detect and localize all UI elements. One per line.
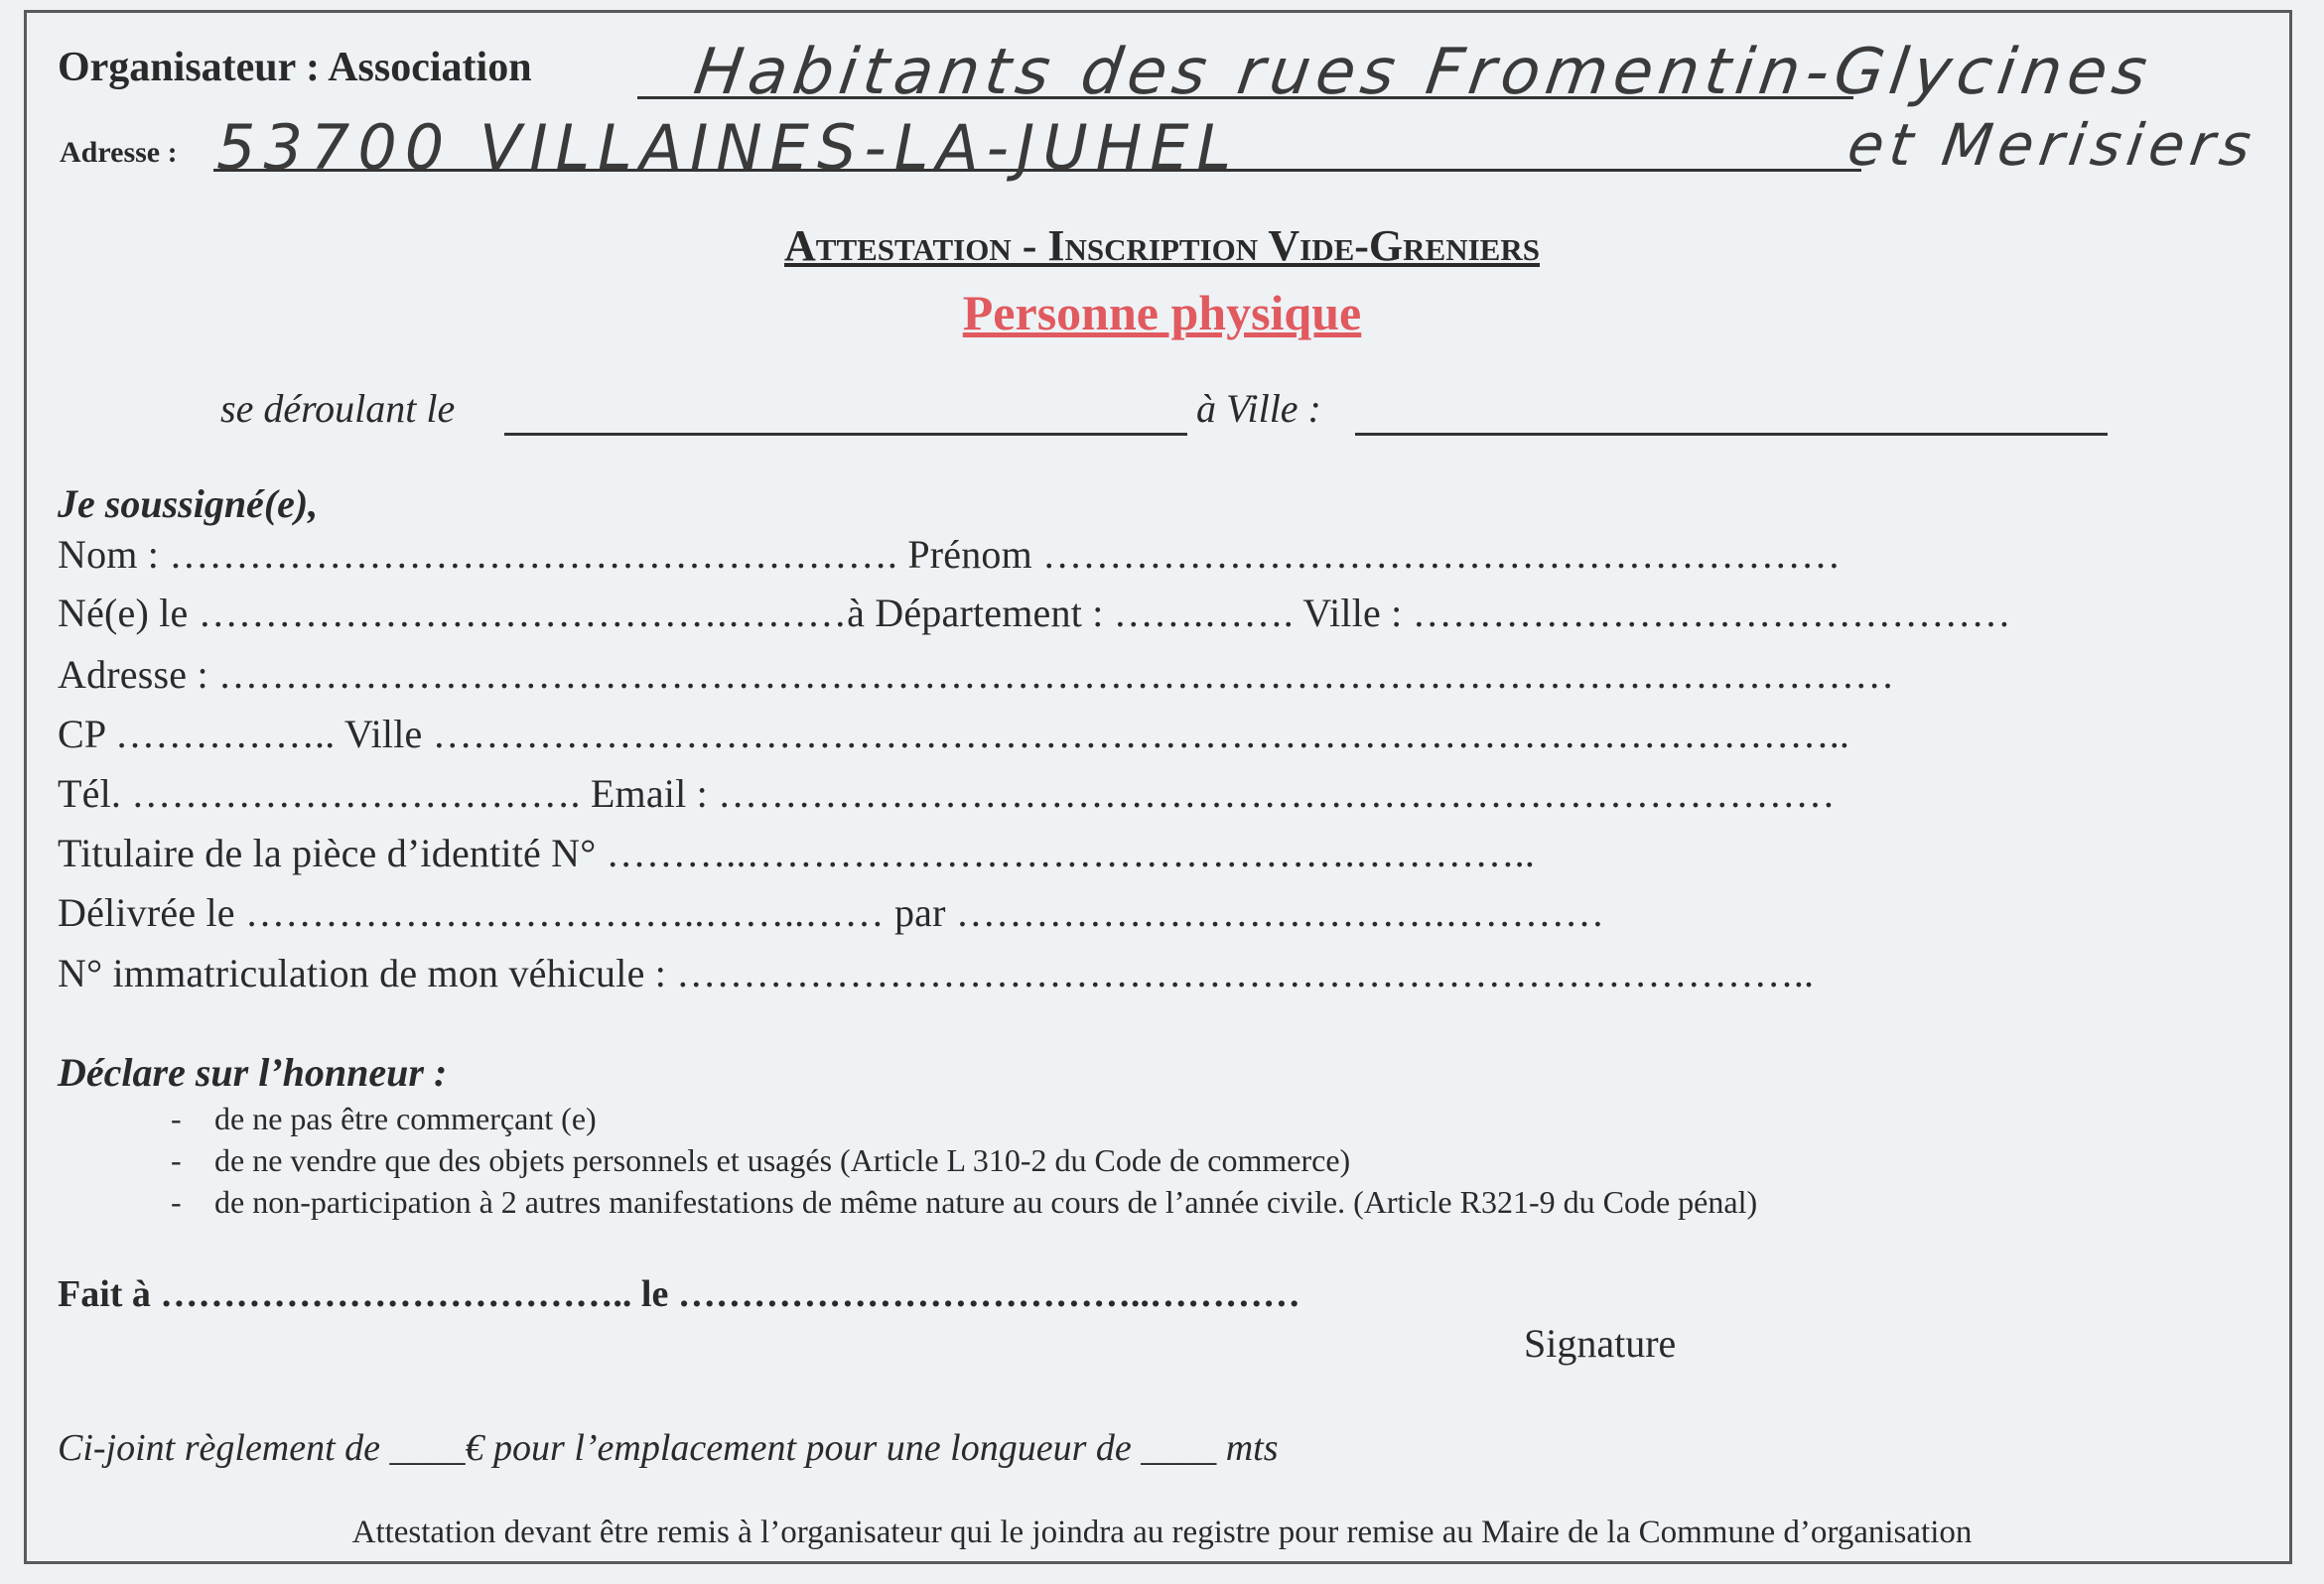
bullet-marker: - — [171, 1101, 182, 1136]
phone-email-field[interactable]: Tél. ……………………………. Email : ………………………………………………………………………… — [58, 771, 1836, 816]
vehicle-registration-field[interactable]: N° immatriculation de mon véhicule : ………………………………………………………………………….. — [58, 951, 1815, 995]
payment-line[interactable]: Ci-joint règlement de ____€ pour l’emplacement pour une longueur de ____ mts — [58, 1427, 1279, 1469]
birth-field[interactable]: Né(e) le ………………………………….………à Département : …….……. Ville : ……………………………………… — [58, 591, 2011, 635]
postcode-city-field[interactable]: CP …………….. Ville …………………………………………………………………………………………….. — [58, 712, 1850, 756]
address-field[interactable]: Adresse : ……………………………………………………………………………………………………………… — [58, 652, 1895, 697]
organizer-handwritten-line-2: et Merisiers — [1844, 111, 2261, 179]
event-date-field[interactable] — [504, 433, 1187, 436]
organizer-label: Organisateur : Association — [58, 45, 532, 90]
declaration-heading: Déclare sur l’honneur : — [58, 1050, 448, 1095]
event-city-field[interactable] — [1355, 433, 2108, 436]
name-firstname-field[interactable]: Nom : ………………………………………………. Prénom …………………………………………………… — [58, 532, 1842, 577]
address-handwritten: 53700 VILLAINES-LA-JUHEL — [216, 111, 1240, 184]
bullet-marker: - — [171, 1142, 182, 1178]
place-date-field[interactable]: Fait à ……………………………….. le ………………………………..………… — [58, 1273, 1300, 1315]
declaration-item — [171, 1184, 1757, 1221]
declaration-item-text: de ne vendre que des objets personnels et usagés (Article L 310-2 du Code de commerce) — [214, 1142, 1351, 1178]
declaration-item — [171, 1101, 597, 1137]
declaration-item-text: de non-participation à 2 autres manifestations de même nature au cours de l’année civile. (Article R321-9 du Code pénal) — [214, 1184, 1758, 1220]
id-issued-field[interactable]: Délivrée le ……………………………..……..…… par ……………………………….………… — [58, 890, 1605, 935]
signature-label: Signature — [1524, 1321, 1677, 1366]
id-number-field[interactable]: Titulaire de la pièce d’identité N° ………..……………………………………….………….. — [58, 831, 1536, 875]
event-city-label: à Ville : — [1196, 386, 1321, 431]
declaration-item — [171, 1142, 1350, 1179]
footer-note: Attestation devant être remis à l’organisateur qui le joindra au registre pour remise au Maire de la Commune d’organisation — [351, 1515, 1973, 1550]
organizer-handwritten-line-1: Habitants des rues Fromentin-Glycines — [689, 36, 2157, 109]
form-subtitle: Personne physique — [962, 285, 1362, 340]
identity-heading: Je soussigné(e), — [58, 481, 319, 526]
bullet-marker: - — [171, 1184, 182, 1220]
event-date-label: se déroulant le — [220, 386, 456, 431]
declaration-item-text: de ne pas être commerçant (e) — [214, 1101, 597, 1136]
form-title: Attestation - Inscription Vide-Greniers — [784, 221, 1540, 270]
address-label: Adresse : — [60, 136, 178, 169]
